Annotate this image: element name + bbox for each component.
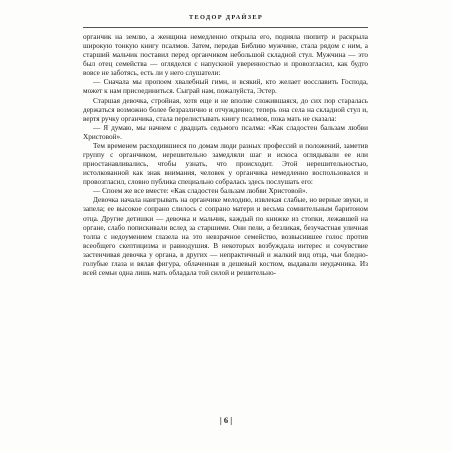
paragraph: — Я думаю, мы начнем с двадцать седьмого псалма: «Как сладостен бальзам любви Христовой». — [83, 123, 368, 141]
page-number: | 6 | — [219, 415, 233, 425]
paragraph: — Споем же все вместе: «Как сладостен бальзам любви Христовой». — [93, 187, 308, 196]
paragraph: Девочка начала наигрывать на органчике мелодию, извлекая слабые, но верные звуки, и запела; ее высокое сопрано слилось с сопрано матери и весьма сомнительным баритоном отца. Другие детишки — девочка и мальчик, каждый по книжке из стопки, лежавшей на органе, слабо попискивали вслед за старшими. Они пели, а безликая, безучастная уличная толпа с недоумением глазела на это невзрачное семейство, возвысившее голос против всеобщего скептицизма и равнодушия. В некоторых возбуждала интерес и сочувствие застенчивая девочка у органа, в других — непрактичный и жалкий вид отца, чьи бледно-голубые глаза и вялая фигура, облаченная в дешевый костюм, выдавали неудачника. Из всей семьи одна лишь мать обладала той силой и решительно- — [83, 196, 368, 278]
paragraph: органчик на землю, а женщина немедленно открыла его, подняла пюпитр и раскрыла широкую тонкую книгу псалмов. Затем, передав Библию мужчине, стала рядом с ним, а старший мальчик поставил перед органчиком небольшой складной стул. Мужчина — это был отец семейства — огляделся с напускной уверенностью и провозгласил, как будто вовсе не заботясь, есть ли у него слушатели: — [83, 33, 368, 78]
paragraph: Тем временем расходившиеся по домам люди разных профессий и положений, заметив группу с органчиком, нерешительно замедляли шаг и искоса оглядывали ее или приостанавливались, чтобы узнать, что происходит. Этой нерешительностью, истолкованной как знак внимания, человек у органчика немедленно воспользовался и провозгласил, словно публика специально собралась здесь послушать его: — [83, 141, 368, 187]
running-header: ТЕОДОР ДРАЙЗЕР — [188, 14, 264, 21]
body-text — [83, 33, 368, 278]
header-rule — [83, 27, 368, 28]
paragraph: — Сначала мы пропоем хвалебный гимн, и всякий, кто желает восславить Господа, может к нам присоединиться. Сыграй нам, пожалуйста, Эстер. — [83, 78, 368, 96]
paragraph: Старшая девочка, стройная, хотя еще и не вполне сложившаяся, до сих пор старалась держаться возможно более безразлично и отчужденно; теперь она села на складной стул и, вертя ручку органчика, стала перелистывать книгу псалмов, пока мать не сказала: — [83, 96, 368, 123]
